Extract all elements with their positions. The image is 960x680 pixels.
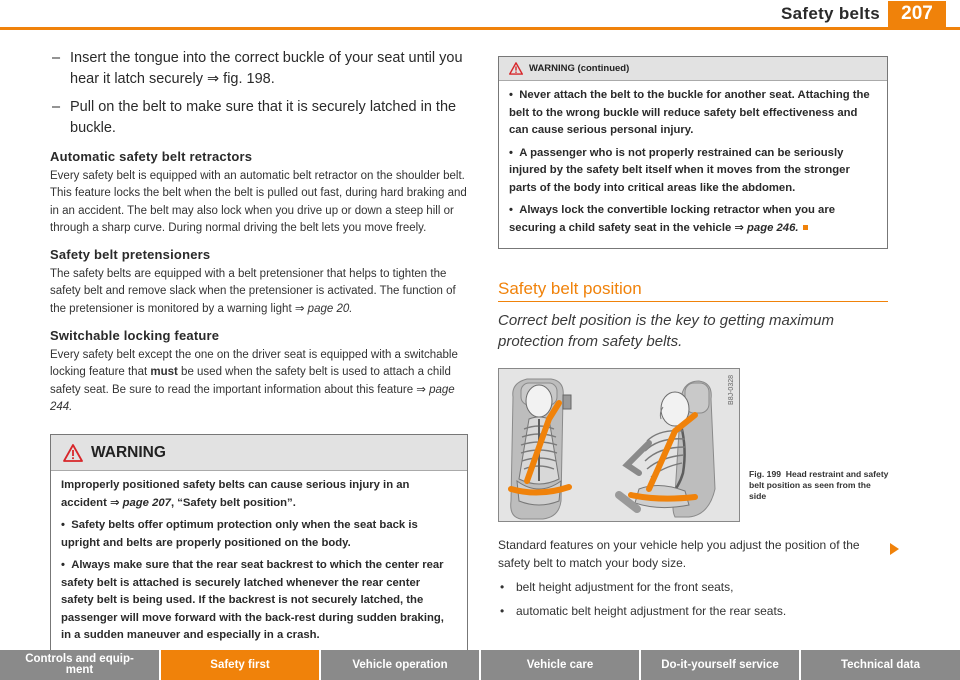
tab-safety-first[interactable]: Safety first (161, 650, 321, 680)
section-title: Safety belt position (498, 279, 888, 302)
section-heading: Switchable locking feature (50, 328, 220, 344)
tab-do-it-yourself-service[interactable]: Do-it-yourself service (641, 650, 801, 680)
figure-code: B8J-0328 (728, 375, 735, 405)
page-reference-link[interactable]: page 20. (307, 302, 353, 315)
tab-vehicle-care[interactable]: Vehicle care (481, 650, 641, 680)
body-text: Standard features on your vehicle help you adjust the position of the safety belt to match your body size. (498, 538, 860, 570)
tab-vehicle-operation[interactable]: Vehicle operation (321, 650, 481, 680)
section-heading: Safety belt pretensioners (50, 247, 211, 263)
warning-label: WARNING (91, 443, 166, 461)
end-of-section-marker (803, 225, 808, 230)
warning-header (51, 435, 467, 471)
header-rule (0, 27, 960, 30)
warning-item: • Always lock the convertible locking retractor when you are securing a child safety seat in the vehicle ⇒ page 246. (509, 204, 836, 234)
warning-header (499, 57, 887, 81)
warning-triangle-icon (63, 444, 83, 462)
warning-item: • Safety belts offer optimum protection only when the seat back is upright and belts are properly positioned on the body. (61, 519, 418, 549)
section-text: Every safety belt except the one on the driver seat is equipped with a switchable locking feature that must be used when the safety belt is used to attach a child safety seat. Be sure to read the important information about this feature ⇒ page 244. (50, 349, 458, 413)
warning-triangle-icon (509, 62, 523, 75)
seated-occupant-illustration (499, 369, 740, 522)
warning-intro: Improperly positioned safety belts can cause serious injury in an accident ⇒ page 207, “Safety belt position”. (61, 479, 410, 509)
page-reference-link[interactable]: page 207 (122, 496, 171, 509)
warning-label: WARNING (continued) (529, 63, 630, 74)
instruction-step: – Insert the tongue into the correct buckle of your seat until you hear it latch securely ⇒ fig. 198. (50, 48, 470, 90)
page-number: 207 (888, 1, 946, 27)
warning-item: • Always make sure that the rear seat backrest to which the center rear safety belt is attached is securely latched whenever the rear center safety belt is being used. If the backrest is not securely latched, the passenger will move forward with the back-rest during sudden braking, in a sudden maneuver and especially in a crash. (61, 559, 444, 642)
section-text: Every safety belt is equipped with an automatic belt retractor on the shoulder belt. This feature locks the belt when the belt is pulled out fast, during hard braking and in an accident. The belt may also lock when you drive up or down a steep hill or through a sharp curve. During normal driving the belt lets you move freely. (50, 170, 467, 234)
list-item: • automatic belt height adjustment for the rear seats. (498, 602, 888, 620)
footer-nav (0, 650, 960, 680)
warning-item: • A passenger who is not properly restrained can be seriously injured by the safety belt itself when it moves from the stronger parts of the body into critical areas like the abdomen. (509, 146, 850, 194)
section-subtitle: Correct belt position is the key to getting maximum protection from safety belts. (498, 312, 834, 350)
instruction-step: – Pull on the belt to make sure that it is securely latched in the buckle. (50, 97, 470, 139)
feature-list (498, 578, 888, 620)
page-title: Safety belts (780, 4, 880, 23)
figure (498, 368, 888, 522)
list-item: • belt height adjustment for the front seats, (498, 578, 888, 596)
figure-illustration (498, 368, 740, 522)
continue-arrow-icon[interactable] (890, 543, 899, 555)
page-reference-link[interactable]: page 246. (747, 221, 799, 234)
warning-box (50, 434, 468, 659)
tab-controls-and-equipment[interactable]: Controls and equip- ment (0, 650, 161, 680)
right-column (498, 56, 888, 626)
page-reference-link[interactable]: page 244. (50, 383, 455, 413)
section-heading: Automatic safety belt retractors (50, 149, 253, 164)
section-text: The safety belts are equipped with a belt pretensioner that helps to tighten the safety belt and remove slack when the pretensioner is activated. The function of the pretensioner is monitored by a warning light ⇒ page 20. (50, 268, 456, 315)
warning-item: • Never attach the belt to the buckle for another seat. Attaching the belt to the wrong buckle will reduce safety belt effectiveness and can cause serious personal injury. (509, 89, 870, 136)
figure-caption: Fig. 199 Head restraint and safety belt position as seen from the side (749, 469, 889, 501)
tab-technical-data[interactable]: Technical data (801, 650, 960, 680)
warning-continued-box (498, 56, 888, 249)
left-column (50, 48, 470, 659)
